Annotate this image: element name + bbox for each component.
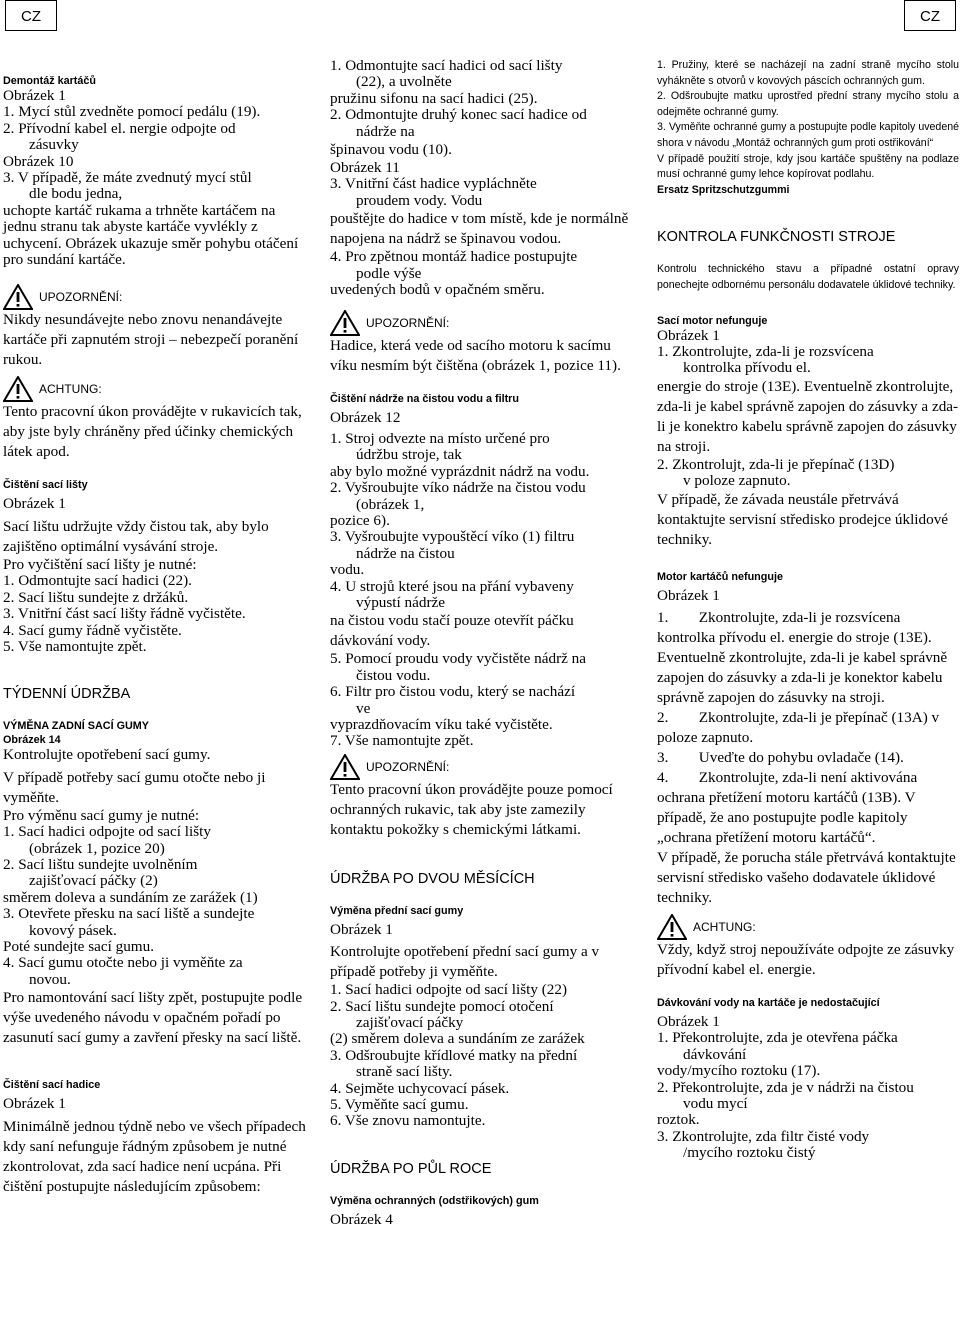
list-item: 3. Vnitřní část hadice vypláchněte proudem vody. Vodu [330, 175, 537, 209]
heading-weekly-maintenance: TÝDENNÍ ÚDRŽBA [3, 686, 131, 703]
language-tag-right: CZ [904, 0, 956, 31]
list-item: 1. Překontrolujte, zda je otevřena páčka dávkování [657, 1029, 898, 1063]
list-item: 4. Sací gumy řádně vyčistěte. [3, 621, 182, 639]
list-item: 1. Zkontrolujte, zda-li je rozsvícena kontrolka přívodu el. [657, 342, 874, 377]
list-item: 5. Pomocí proudu vody vyčistěte nádrž na čistou vodu. [330, 650, 587, 684]
warning: ACHTUNG: [657, 914, 959, 940]
heading-brush-removal: Demontáž kartáčů [3, 75, 97, 87]
column-1 [3, 50, 309, 1197]
warning-text: Vždy, když stroj nepoužíváte odpojte ze zásuvky přívodní kabel el. energie. [657, 940, 955, 978]
warning: ACHTUNG: [3, 376, 309, 402]
list-item: 1. Mycí stůl zvedněte pomocí pedálu (19). [3, 103, 261, 121]
paragraph: pouštějte do hadice v tom místě, kde je normálně napojena na nádrž se špinavou vodou. [330, 210, 629, 248]
warning-icon [3, 284, 33, 310]
small-text: 1. Pružiny, které se nacházejí na zadní straně mycího stolu vyhákněte s otvorů v kovových páscích ochranných gum. [657, 59, 959, 87]
text: Obrázek 1 [657, 586, 720, 604]
list-item: 6. Filtr pro čistou vodu, který se nachází ve [330, 683, 576, 717]
list-item: 5. Vše namontujte zpět. [3, 637, 147, 655]
list-item: 1. Stroj odvezte na místo určené pro údržbu stroje, tak [330, 429, 550, 464]
list-item: 5. Vyměňte sací gumu. [330, 1096, 469, 1114]
text: Obrázek 1 [330, 920, 393, 938]
paragraph: 4. Zkontrolujte, zda-li není aktivována ochrana přetížení motoru kartáčů (13B). V případě, že ano postupujte podle kapitoly „ochrana přetížení motoru kartáčů“. [657, 768, 918, 846]
list-item: 4. Pro zpětnou montáž hadice postupujte podle výše [330, 248, 578, 282]
text: Obrázek 1 [3, 87, 66, 104]
list-item: 2. Zkontrolujt, zda-li je přepínač (13D) v poloze zapnuto. [657, 455, 895, 490]
text: špinavou vodu (10). [330, 141, 452, 159]
list-item: 2. Přívodní kabel el. nergie odpojte od zásuvky [3, 119, 236, 154]
list-item: 3. Vyšroubujte vypouštěcí víko (1) filtru nádrže na čistou [330, 528, 575, 562]
list-item: 1. Sací hadici odpojte od sací lišty (22) [330, 981, 568, 999]
heading-hose-cleaning: Čištění sací hadice [3, 1079, 101, 1092]
text: vodu. [330, 561, 365, 579]
small-text: V případě použití stroje, kdy jsou kartáče spuštěny na podlaze musí ochranné gumy lehce kopírovat podlahu. [657, 152, 959, 181]
paragraph: Minimálně jednou týdně nebo ve všech případech kdy saní nefunguje řádným způsobem je nutné zkontrolovat, zda sací hadice není ucpána. Při čištění postupujte následujícím způsobem: [3, 1117, 306, 1195]
text: (2) směrem doleva a sundáním ze zarážek [330, 1030, 585, 1048]
text: Obrázek 1 [657, 1012, 720, 1030]
list-item: 1. Odmontujte sací hadici od sací lišty (22), a uvolněte [330, 57, 563, 91]
paragraph: 1. Zkontrolujte, zda-li je rozsvícena kontrolka přívodu el. energie do stroje (13E). Eventuelně zkontrolujte, zda-li je kabel správně zapojen do zásuvky a zda-li je konektor kabelu správně zapojen do zásuvky na stroji. [657, 608, 948, 706]
heading-two-month-maintenance: ÚDRŽBA PO DVOU MĚSÍCÍCH [330, 870, 535, 887]
paragraph: Pro namontování sací lišty zpět, postupujte podle výše uvedeného návodu v opačném pořadí po zasunutí sací gumy a zavření přesky na sací liště. [3, 989, 303, 1047]
heading-splash-guards: Výměna ochranných (odstřikových) gum [330, 1194, 539, 1207]
warning-text: Nikdy nesundávejte nebo znovu nenandávejte kartáče při zapnutém stroji – nebezpečí poranění rukou. [3, 311, 299, 369]
column-3 [657, 50, 959, 1162]
warning-text: Tento pracovní úkon provádějte v rukavicích tak, aby jste byly chráněny před účinky chemických látek apod. [3, 403, 302, 461]
list-item: 6. Vše znovu namontujte. [330, 1112, 486, 1130]
paragraph: Sací lištu udržujte vždy čistou tak, aby bylo zajištěno optimální vysávání stroje. [3, 517, 269, 555]
text: Obrázek 1 [3, 1095, 66, 1113]
text: Pro výměnu sací gumy je nutné: [3, 806, 200, 824]
small-text: 3. Vyměňte ochranné gumy a postupujte podle kapitoly uvedené shora v návodu „Montáž ochranných gum proti ostřikování“ [657, 121, 959, 149]
paragraph: 3. Uveďte do pohybu ovladače (14). [657, 748, 904, 766]
warning: UPOZORNĚNÍ: [330, 310, 634, 336]
list-item: 4. Sejměte uchycovací pásek. [330, 1079, 510, 1097]
paragraph: uchopte kartáč rukama a trhněte kartáčem na jednu stranu tak abyste kartáče vyvlékly z uchycení. Obrázek ukazuje směr pohybu otáčení pro sundání kartáče. [3, 201, 299, 269]
list-item: 3. V případě, že máte zvednutý mycí stůl dle bodu jedna, [3, 169, 252, 203]
text: Obrázek 10 [3, 152, 74, 170]
small-text: Kontrolu technického stavu a případné ostatní opravy ponechejte odbornému personálu dodavatele úklidové techniky. [657, 263, 959, 291]
paragraph: 2. Zkontrolujte, zda-li je přepínač (13A) v poloze zapnuto. [657, 708, 940, 746]
warning-icon [3, 376, 33, 402]
text: Obrázek 4 [330, 1210, 393, 1228]
text: uvedených bodů v opačném směru. [330, 281, 545, 299]
text: roztok. [657, 1111, 700, 1129]
language-tag-left: CZ [5, 0, 57, 31]
warning-text: Tento pracovní úkon provádějte pouze pomocí ochranných rukavic, tak aby jste zamezily kontaktu pokožky s chemickými látkami. [330, 780, 613, 838]
list-item: 2. Vyšroubujte víko nádrže na čistou vodu (obrázek 1, [330, 479, 586, 513]
list-item: 2. Sací lištu sundejte pomocí otočení zajišťovací páčky [330, 997, 554, 1031]
heading-water-dosing: Dávkování vody na kartáče je nedostačující [657, 996, 880, 1009]
list-item: 4. U strojů které jsou na přání vybaveny výpustí nádrže [330, 577, 574, 611]
text: Obrázek 1 [657, 326, 720, 344]
text: pružinu sifonu na sací hadici (25). [330, 89, 538, 107]
warning: UPOZORNĚNÍ: [330, 754, 634, 780]
text: Pro vyčištění sací lišty je nutné: [3, 555, 197, 573]
heading-suction-motor: Sací motor nefunguje [657, 314, 768, 327]
heading-tank-cleaning: Čištění nádrže na čistou vodu a filtru [330, 393, 519, 406]
list-item: 2. Odmontujte druhý konec sací hadice od nádrže na [330, 106, 587, 140]
list-item: 3. Zkontrolujte, zda filtr čisté vody /mycího roztoku čistý [657, 1127, 870, 1162]
heading-front-squeegee: Výměna přední sací gumy [330, 904, 464, 917]
paragraph: V případě, že porucha stále přetrvává kontaktujte servisní středisko vašeho dodavatele úklidové techniky. [657, 848, 956, 906]
heading-figure: Obrázek 14 [3, 734, 61, 747]
heading-rear-squeegee: VÝMĚNA ZADNÍ SACÍ GUMY [3, 720, 149, 733]
list-item: 1. Odmontujte sací hadici (22). [3, 572, 192, 590]
heading-half-year-maintenance: ÚDRŽBA PO PŮL ROCE [330, 1160, 492, 1177]
list-item: 3. Odšroubujte křídlové matky na přední straně sací lišty. [330, 1046, 578, 1081]
list-item: 2. Překontrolujte, zda je v nádrži na čistou vodu mycí [657, 1078, 914, 1112]
text: vody/mycího roztoku (17). [657, 1062, 821, 1080]
list-item: 4. Sací gumu otočte nebo ji vyměňte za novou. [3, 954, 243, 988]
heading-function-check: KONTROLA FUNKČNOSTI STROJE [657, 229, 896, 246]
text: aby bylo možné vyprázdnit nádrž na vodu. [330, 462, 590, 480]
list-item: 1. Sací hadici odpojte od sací lišty (obrázek 1, pozice 20) [3, 823, 211, 857]
paragraph: V případě potřeby sací gumu otočte nebo ji vyměňte. [3, 768, 266, 806]
text: vyprazdňovacím víku také vyčistěte. [330, 715, 553, 733]
heading-brush-motor: Motor kartáčů nefunguje [657, 570, 783, 583]
warning-icon [330, 754, 360, 780]
list-item: 2. Sací lištu sundejte uvolněním zajišťovací páčky (2) [3, 855, 198, 890]
warning-icon [657, 914, 687, 940]
small-heading: Ersatz Spritzschutzgummi [657, 183, 790, 196]
warning: UPOZORNĚNÍ: [3, 284, 309, 310]
text: Poté sundejte sací gumu. [3, 937, 155, 955]
paragraph: energie do stroje (13E). Eventuelně zkontrolujte, zda-li je kabel správně zapojen do zásuvky a zda-li je konektro kabelu správně zapojen do zásuvky na stroji. [657, 377, 959, 455]
text: směrem doleva a sundáním ze zarážek (1) [3, 888, 258, 906]
list-item: 3. Vnitřní část sací lišty řádně vyčistěte. [3, 605, 246, 623]
paragraph: na čistou vodu stačí pouze otevřít páčku dávkování vody. [330, 612, 574, 650]
paragraph: Kontrolujte opotřebení přední sací gumy a v případě potřeby ji vyměňte. [330, 943, 600, 981]
text: Kontrolujte opotřebení sací gumy. [3, 746, 211, 764]
warning-icon [330, 310, 360, 336]
paragraph: V případě, že závada neustále přetrvává kontaktujte servisní středisko prodejce úklidové techniky. [657, 490, 949, 548]
list-item: 3. Otevřete přesku na sací liště a sundejte kovový pásek. [3, 905, 255, 939]
text: pozice 6). [330, 511, 390, 529]
small-text: 2. Odšroubujte matku uprostřed přední strany mycího stolu a odejměte ochranné gumy. [657, 90, 959, 118]
heading-squeegee-cleaning: Čištění sací lišty [3, 479, 88, 492]
list-item: 7. Vše namontujte zpět. [330, 732, 474, 750]
text: Obrázek 12 [330, 409, 401, 427]
list-item: 2. Sací lištu sundejte z držáků. [3, 588, 189, 606]
text: Obrázek 1 [3, 495, 66, 513]
warning-text: Hadice, která vede od sacího motoru k sacímu víku nesmím být čištěna (obrázek 1, pozice 11). [330, 337, 621, 375]
text: Obrázek 11 [330, 159, 400, 177]
column-2 [330, 50, 634, 1228]
